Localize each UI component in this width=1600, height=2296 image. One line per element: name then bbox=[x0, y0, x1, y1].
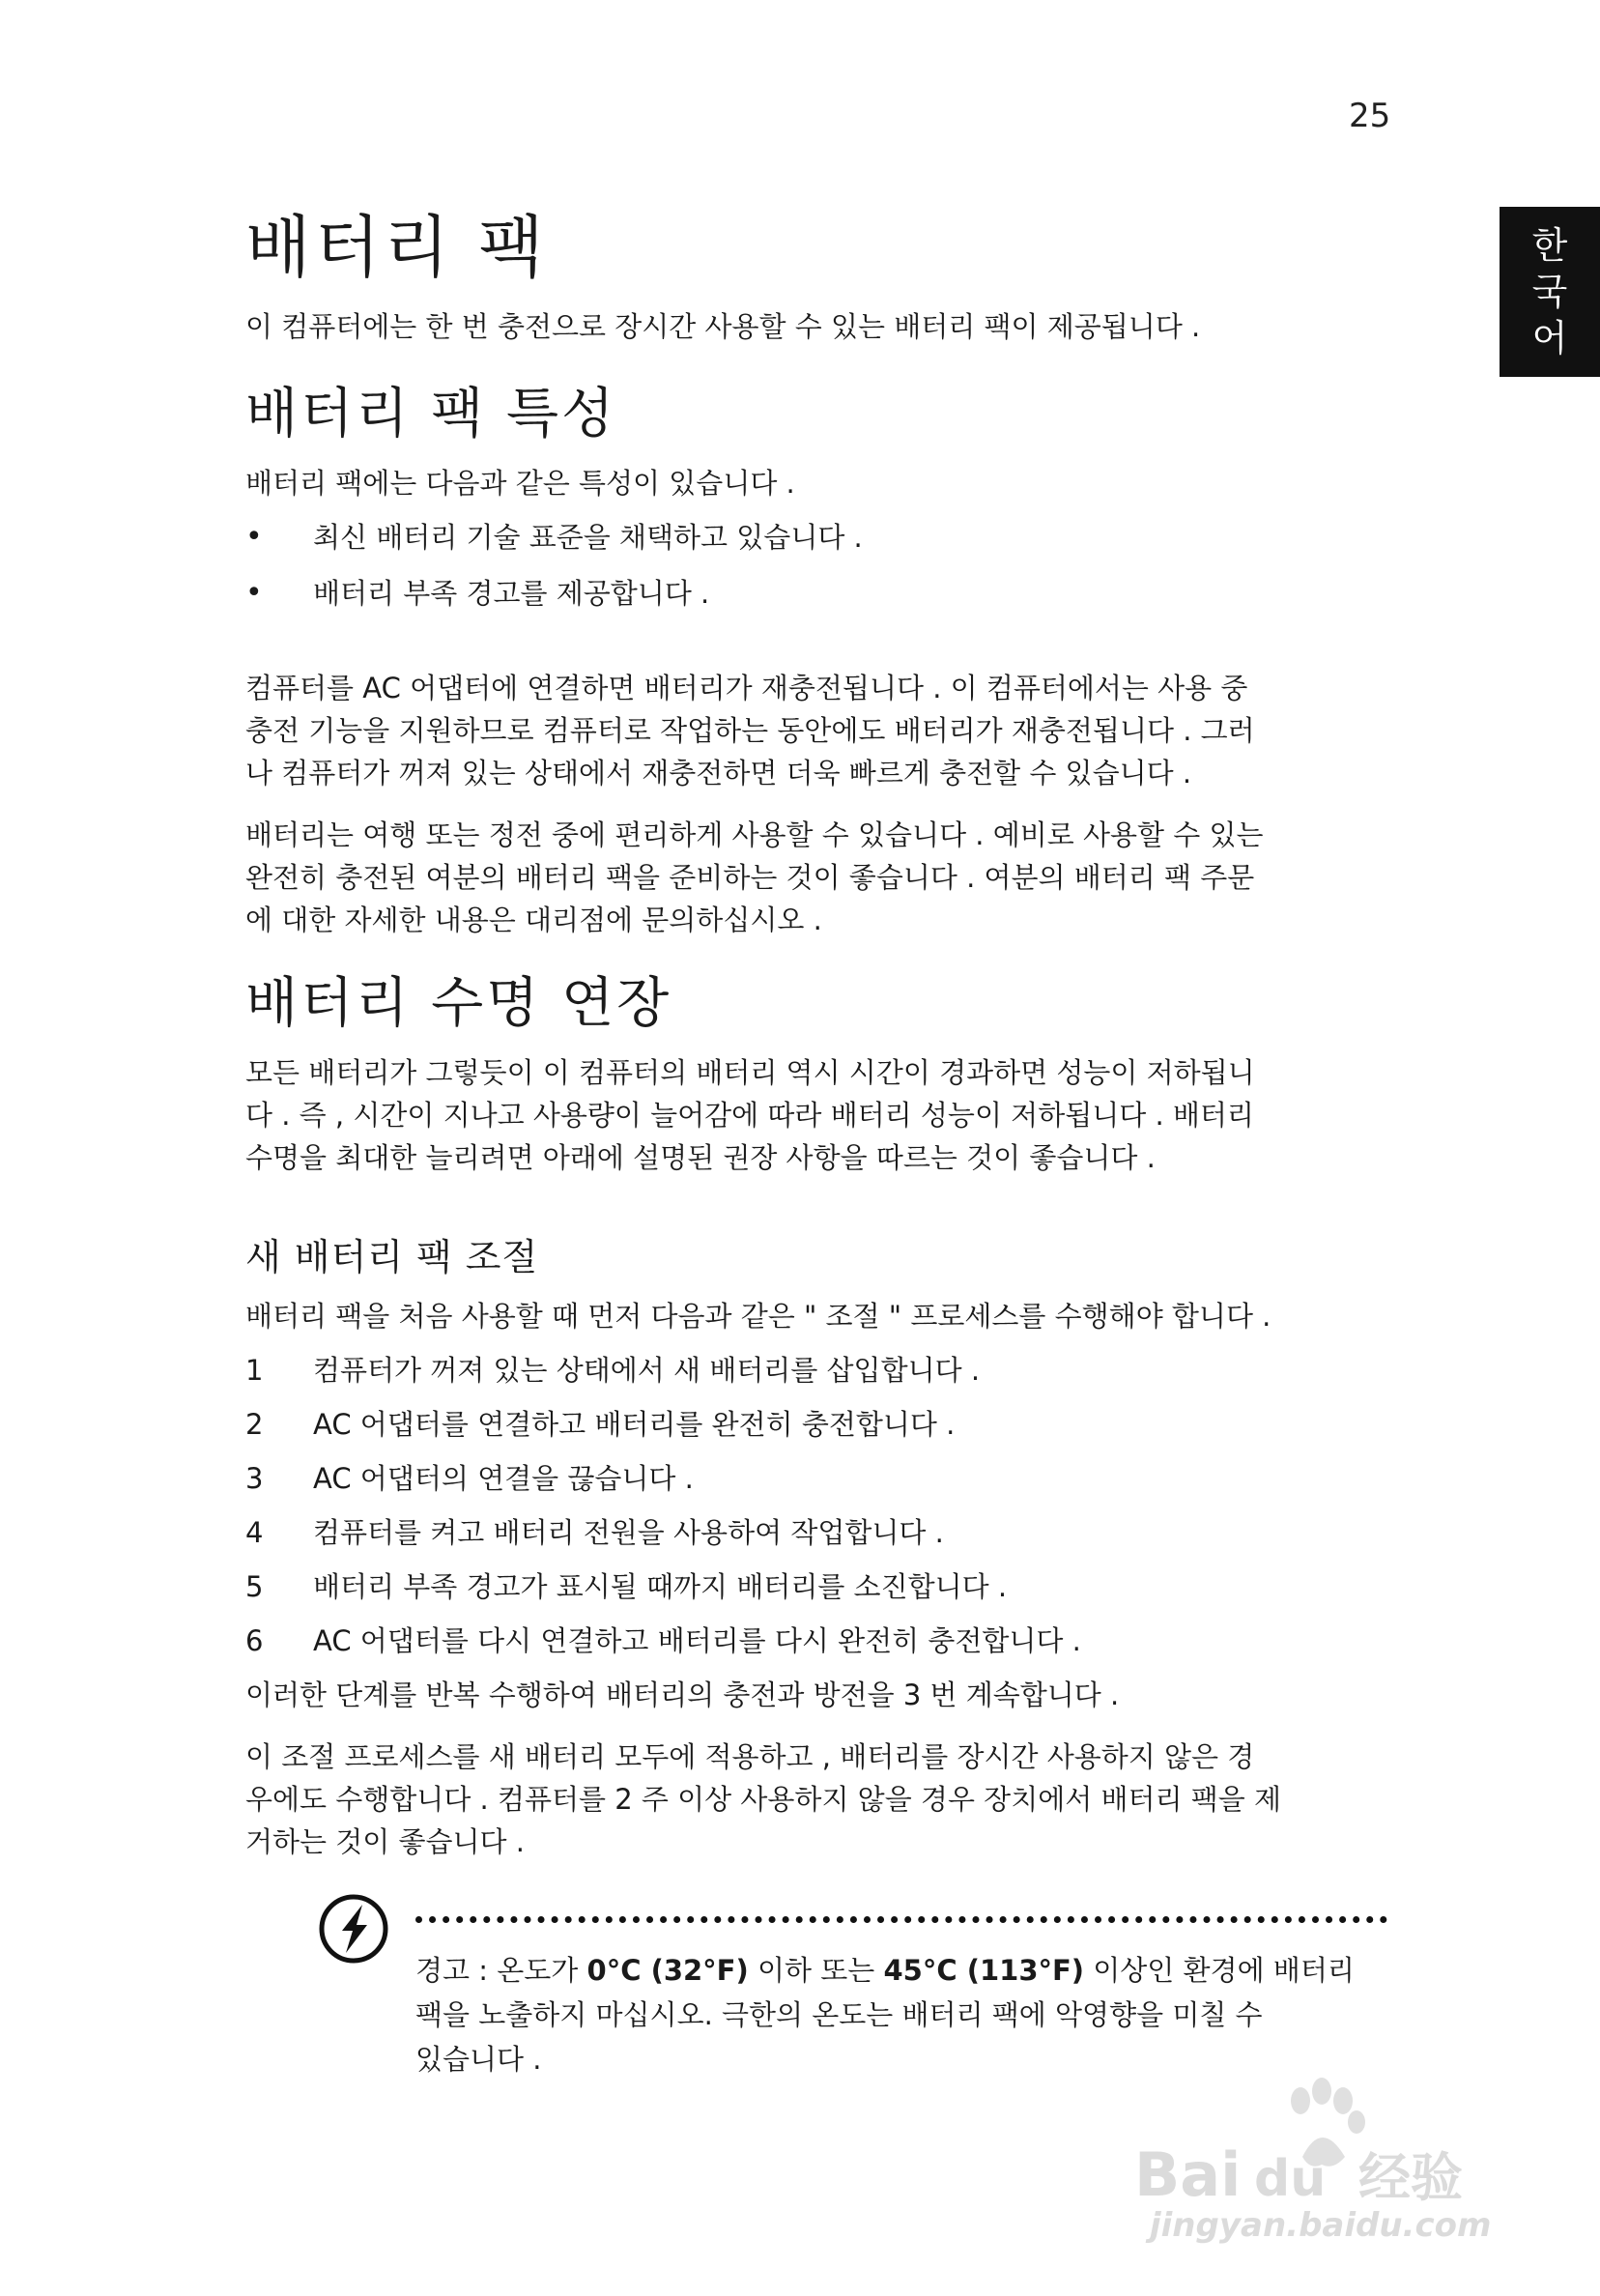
section-heading-battery-features: 배터리 팩 특성 bbox=[245, 383, 617, 445]
warning-temp-low: 0°C (32°F) bbox=[586, 1954, 749, 1987]
step-number: 1 bbox=[245, 1354, 264, 1387]
language-tab-char: 국 bbox=[1531, 271, 1568, 313]
watermark-service: 经验 bbox=[1358, 2147, 1463, 2208]
baidu-watermark bbox=[1129, 2051, 1505, 2244]
warning-line: 있습니다 . bbox=[415, 2043, 542, 2076]
step-text: AC 어댑터를 다시 연결하고 배터리를 다시 완전히 충전합니다 . bbox=[313, 1624, 1081, 1657]
warning-text: 이하 또는 bbox=[748, 1954, 884, 1987]
text-line: 충전 기능을 지원하므로 컴퓨터로 작업하는 동안에도 배터리가 재충전됩니다 . 그러 bbox=[245, 714, 1255, 747]
text-line: 완전히 충전된 여분의 배터리 팩을 준비하는 것이 좋습니다 . 여분의 배터리 팩 주문 bbox=[245, 861, 1255, 894]
list-item-text: 배터리 부족 경고를 제공합니다 . bbox=[313, 577, 710, 610]
bullet-icon: • bbox=[245, 520, 263, 554]
warning-text: 이상인 환경에 배터리 bbox=[1084, 1954, 1355, 1987]
page-title: 배터리 팩 bbox=[245, 208, 548, 287]
text-line: 다 . 즉 , 시간이 지나고 사용량이 늘어감에 따라 배터리 성능이 저하됩니다 . 배터리 bbox=[245, 1099, 1254, 1132]
watermark-url: jingyan.baidu.com bbox=[1150, 2206, 1492, 2244]
bullet-icon: • bbox=[245, 576, 263, 610]
text-line: 거하는 것이 좋습니다 . bbox=[245, 1825, 525, 1858]
watermark-brand-du: du bbox=[1254, 2150, 1327, 2208]
step-number: 3 bbox=[245, 1462, 264, 1495]
text-line: 컴퓨터를 AC 어댑터에 연결하면 배터리가 재충전됩니다 . 이 컴퓨터에서는 사용 중 bbox=[245, 672, 1248, 704]
warning-line bbox=[415, 1948, 1391, 1993]
battery-life-paragraph bbox=[245, 1051, 1386, 1179]
step-number: 4 bbox=[245, 1516, 264, 1549]
step-number: 5 bbox=[245, 1570, 264, 1603]
step-text: 배터리 부족 경고가 표시될 때까지 배터리를 소진합니다 . bbox=[313, 1570, 1008, 1603]
text-line: 배터리는 여행 또는 정전 중에 편리하게 사용할 수 있습니다 . 예비로 사용할 수 있는 bbox=[245, 818, 1264, 851]
conditioning-lead: 배터리 팩을 처음 사용할 때 먼저 다음과 같은 " 조절 " 프로세스를 수행해야 합니다 . bbox=[245, 1300, 1271, 1333]
step-text: 컴퓨터가 꺼져 있는 상태에서 새 배터리를 삽입합니다 . bbox=[313, 1354, 981, 1387]
step-number: 2 bbox=[245, 1408, 264, 1441]
step-number: 6 bbox=[245, 1624, 264, 1657]
watermark-brand: Bai bbox=[1134, 2139, 1242, 2210]
warning-line: 팩을 노출하지 마십시오. 극한의 온도는 배터리 팩에 악영향을 미칠 수 bbox=[415, 1998, 1263, 2031]
conditioning-paragraph bbox=[245, 1736, 1386, 1863]
text-line: 에 대한 자세한 내용은 대리점에 문의하십시오 . bbox=[245, 904, 822, 936]
charging-paragraph bbox=[245, 667, 1386, 794]
warning-lightning-icon bbox=[317, 1892, 390, 1966]
section-heading-conditioning: 새 배터리 팩 조절 bbox=[245, 1236, 539, 1278]
step-text: 컴퓨터를 켜고 배터리 전원을 사용하여 작업합니다 . bbox=[313, 1516, 944, 1549]
text-line: 모든 배터리가 그렇듯이 이 컴퓨터의 배터리 역시 시간이 경과하면 성능이 저하됩니 bbox=[245, 1056, 1255, 1089]
page-number: 25 bbox=[1349, 97, 1391, 135]
warning-divider bbox=[415, 1916, 1387, 1923]
step-text: AC 어댑터를 연결하고 배터리를 완전히 충전합니다 . bbox=[313, 1408, 956, 1441]
text-line: 이 조절 프로세스를 새 배터리 모두에 적용하고 , 배터리를 장시간 사용하지 않은 경 bbox=[245, 1740, 1255, 1773]
language-tab bbox=[1500, 207, 1600, 377]
text-line: 수명을 최대한 늘리려면 아래에 설명된 권장 사항을 따르는 것이 좋습니다 . bbox=[245, 1141, 1156, 1174]
warning-text: 온도가 bbox=[497, 1954, 587, 1987]
text-line: 나 컴퓨터가 꺼져 있는 상태에서 재충전하면 더욱 빠르게 충전할 수 있습니다 . bbox=[245, 757, 1192, 789]
warning-temp-high: 45°C (113°F) bbox=[883, 1954, 1085, 1987]
list-item-text: 최신 배터리 기술 표준을 채택하고 있습니다 . bbox=[313, 521, 863, 554]
intro-paragraph: 이 컴퓨터에는 한 번 충전으로 장시간 사용할 수 있는 배터리 팩이 제공됩니다 . bbox=[245, 310, 1201, 343]
repeat-paragraph: 이러한 단계를 반복 수행하여 배터리의 충전과 방전을 3 번 계속합니다 . bbox=[245, 1679, 1120, 1711]
features-lead: 배터리 팩에는 다음과 같은 특성이 있습니다 . bbox=[245, 467, 795, 500]
section-heading-battery-life: 배터리 수명 연장 bbox=[245, 972, 672, 1035]
warning-label: 경고 : bbox=[415, 1954, 498, 1987]
language-tab-char: 어 bbox=[1531, 317, 1568, 359]
spare-battery-paragraph bbox=[245, 814, 1386, 941]
text-line: 우에도 수행합니다 . 컴퓨터를 2 주 이상 사용하지 않을 경우 장치에서 배터리 팩을 제 bbox=[245, 1783, 1281, 1816]
language-tab-char: 한 bbox=[1531, 224, 1568, 267]
step-text: AC 어댑터의 연결을 끊습니다 . bbox=[313, 1462, 694, 1495]
